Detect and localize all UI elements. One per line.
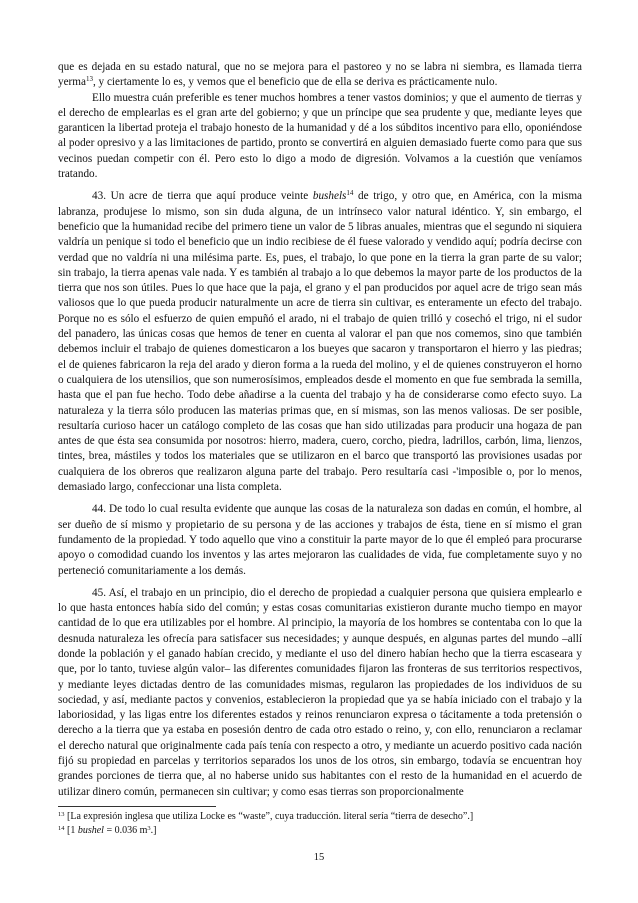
paragraph-44: 44. De todo lo cual resulta evidente que aunque las cosas de la naturaleza son dadas en común, el hombre, al ser dueño de sí mismo y propietario de su persona y de las acciones y trabajos de ésta, tiene en sí mismo el gran fundamento de la propiedad. Y todo aquello que vino a constituir la parte mayor de lo que él empleó para procurarse apoyo o comodidad cuando los inventos y las artes mejoraron las cualidades de vida, fue completamente suyo y no perteneció comunitariamente a los demás. (58, 503, 582, 577)
footnote-number: 13 (58, 811, 65, 818)
paragraph-43 (58, 189, 582, 495)
paragraph-continuation (58, 60, 582, 91)
paragraph-digression: Ello muestra cuán preferible es tener muchos hombres a tener vastos dominios; y que el aumento de tierras y el derecho de emplearlas es el gran arte del gobierno; y que un príncipe que sea prudente y que, mediante leyes que garanticen la libertad proteja el trabajo honesto de la humanidad y dé a los súbditos incentivo para ello, oponiéndose al poder opresivo y a las limitaciones de partido, pronto se convertirá en alguien demasiado fuerte como para que sus vecinos puedan competir con él. Pero esto lo digo a modo de digresión. Volvamos a la cuestión que veníamos tratando. (58, 91, 582, 181)
footnote-14 (58, 824, 582, 838)
footnote-number: 14 (58, 824, 65, 832)
footnotes-section (58, 806, 582, 837)
text-run: que es dejada en su estado natural, que no se mejora para el pastoreo y no se labra ni siembra, es llamada tierra yerma (58, 61, 582, 89)
italic-term: bushel (77, 824, 104, 836)
footnote-text: .] (150, 824, 157, 836)
body-text (58, 60, 582, 800)
exponent: 3 (147, 824, 151, 832)
footnote-text: [1 (64, 824, 78, 836)
footnote-text: [La expresión inglesa que utiliza Locke es “waste”, cuya traducción. literal sería “tierra de desecho”.] (64, 811, 474, 822)
italic-term: bushels (312, 190, 347, 203)
text-run: de trigo, y otro que, en América, con la misma labranza, produjese lo mismo, son sin duda alguna, de un intrínseco valor natural idéntico. Y, sin embargo, el beneficio que la humanidad recibe del primero tiene un valor de 5 libras anuales, mientras que el segundo ni siquiera valdría un penique si todo el beneficio que un indio recibiese de él fuese valorado y vendido aquí; podría decirse con verdad que no valdría ni una milésima parte. Es, pues, el trabajo, lo que pone en la tierra la gran parte de su valor; sin trabajo, la tierra apenas vale nada. Y es también al trabajo a lo que debemos la mayor parte de los productos de la tierra que nos son útiles. Pues lo que hace que la paja, el grano y el pan producidos por aquel acre de trigo sean más valiosos que lo que pueda producir naturalmente un acre de tierra sin cultivar, es enteramente un efecto del trabajo. Porque no es sólo el esfuerzo de quien empuñó el arado, ni el trabajo de quien trilló y cosechó el trigo, ni el sudor del panadero, las únicas cosas que hemos de tener en cuenta al valorar el pan que nos comemos, sino que también debemos incluir el trabajo de quienes domesticaron a los bueyes que sacaron y transportaron el hierro y las piedras; el de quienes fabricaron la reja del arado y dieron forma a la rueda del molino, y el de quienes construyeron el horno o cualquiera de los utensilios, que son numerosísimos, empleados desde el momento en que fue sembrada la semilla, hasta que el pan fue hecho. Todo debe añadirse a la cuenta del trabajo y ha de considerarse como efecto suyo. La naturaleza y la tierra sólo producen las materias primas que, en sí mismas, son las menos valiosas. De ser posible, resultaría curioso hacer un catálogo completo de las cosas que han sido utilizadas para producir una hogaza de pan antes de que ésta sea consumida por nosotros: hierro, madera, cuero, corcho, piedra, ladrillos, carbón, lima, lienzos, tintes, brea, mástiles y todos los materiales que se utilizaron en el barco que transportó las provisiones usadas por cualquiera de los obreros que realizaron alguna parte del trabajo. Pero resultaría casi -'imposible o, por lo menos, demasiado largo, confeccionar una lista completa. (58, 190, 583, 494)
footnote-text: = 0.036 m (103, 824, 148, 836)
footnote-13 (58, 810, 582, 824)
text-run: , y ciertamente lo es, y vemos que el beneficio que de ella se deriva es prácticamente nulo. (92, 76, 498, 89)
text-run: 43. Un acre de tierra que aquí produce veinte (92, 190, 313, 203)
footnote-ref-13[interactable]: 13 (85, 75, 93, 84)
page-number: 15 (313, 852, 325, 863)
footnote-ref-14[interactable]: 14 (346, 189, 354, 198)
paragraph-45: 45. Así, el trabajo en un principio, dio el derecho de propiedad a cualquier persona que quisiera emplearlo e lo que hasta entonces había sido del común; y estas cosas comunitarias existieron durante mucho tiempo en mayor cantidad de lo que era utilizables por el hombre. Al principio, la mayoría de los hombres se contentaba con lo que la desnuda naturaleza les ofrecía para satisfacer sus necesidades; y aunque después, en algunas partes del mundo –allí donde la población y el ganado habían crecido, y mediante el uso del dinero habían hecho que la tierra escaseara y que, por lo tanto, tuviese algún valor– las diferentes comunidades fijaron las fronteras de sus territorios respectivos, y mediante leyes dictadas dentro de las comunidades mismas, regularon las propiedades de los individuos de su sociedad, y así, mediante pactos y convenios, establecieron la propiedad que ya se había iniciado con el trabajo y la laboriosidad, y las ligas entre los diferentes estados y reinos renunciaron expresa o tácitamente a toda pretensión o derecho a la tierra que ya estaba en posesión dentro de cada otro estado o reino, y, con ello, renunciaron a reclamar el derecho natural que originalmente cada país tenía con respecto a otro, y mediante un acuerdo positivo cada nación fijó su propiedad en parcelas y territorios separados los unos de los otros, sin embargo, todavía se encuentran hoy grandes porciones de tierra que, al no haberse unido sus habitantes con el resto de la humanidad en el acuerdo de utilizar dinero común, permanecen sin cultivar; y como esas tierras son proporcionalmente (58, 586, 582, 798)
footnote-divider (58, 806, 216, 807)
